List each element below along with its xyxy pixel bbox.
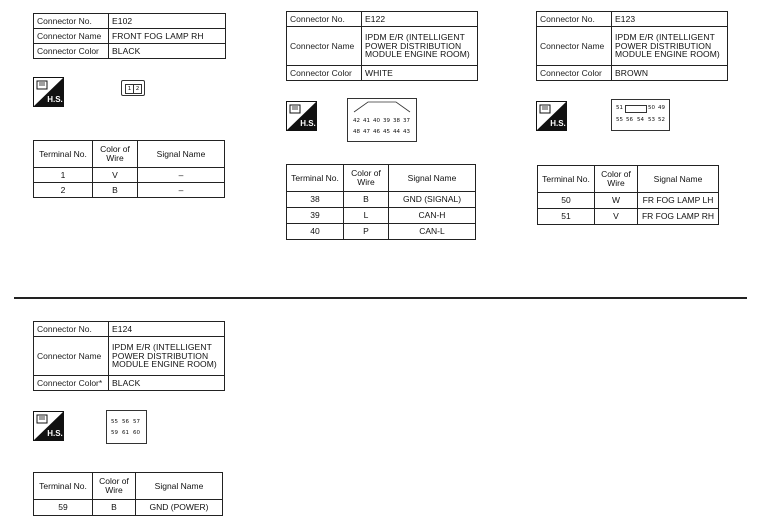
terminal-cell: 38 [287, 192, 344, 208]
wire-color-header: Color of Wire [93, 473, 136, 500]
signal-cell: CAN-H [389, 208, 476, 224]
terminal-cell: 59 [34, 500, 93, 516]
pin-45: 45 [383, 129, 390, 135]
pin-52: 52 [658, 117, 665, 123]
wire-cell: W [595, 193, 638, 209]
signal-name-header: Signal Name [138, 141, 225, 168]
signal-table-header [34, 473, 223, 500]
signal-cell: GND (SIGNAL) [389, 192, 476, 208]
connector-color-value: BROWN [612, 66, 728, 81]
wire-color-header: Color of Wire [93, 141, 138, 168]
hs-badge-label: H.S. [300, 119, 316, 128]
connector-name-value: IPDM E/R (INTELLIGENT POWER DISTRIBUTION MODULE ENGINE ROOM) [612, 27, 728, 66]
pin-42: 42 [353, 118, 360, 124]
pin-56: 56 [122, 419, 129, 425]
pin-2: 2 [133, 84, 142, 94]
pin-46: 46 [373, 129, 380, 135]
connector-no-value: E123 [612, 12, 728, 27]
connector-color-label: Connector Color [34, 44, 109, 59]
connector-no-row [537, 12, 728, 27]
terminal-cell: 39 [287, 208, 344, 224]
signal-name-header: Signal Name [136, 473, 223, 500]
pin-60: 60 [133, 430, 140, 436]
pin-blank [625, 105, 647, 113]
connector-name-label: Connector Name [287, 27, 362, 66]
connector-no-row [287, 12, 478, 27]
signal-table-header [538, 166, 719, 193]
terminal-cell: 40 [287, 224, 344, 240]
wire-cell: L [344, 208, 389, 224]
connector-color-label: Connector Color [287, 66, 362, 81]
pin-57: 57 [133, 419, 140, 425]
connector-no-value: E102 [109, 14, 226, 29]
wire-cell: B [344, 192, 389, 208]
hs-badge-icon [536, 101, 567, 131]
connector-color-value: BLACK [109, 376, 225, 391]
signal-cell: FR FOG LAMP LH [638, 193, 719, 209]
wire-color-header: Color of Wire [344, 165, 389, 192]
pin-37: 37 [403, 118, 410, 124]
connector-name-label: Connector Name [537, 27, 612, 66]
connector-name-row [287, 27, 478, 66]
signal-cell: FR FOG LAMP RH [638, 209, 719, 225]
signal-cell: CAN-L [389, 224, 476, 240]
pin-39: 39 [383, 118, 390, 124]
connector-name-value: IPDM E/R (INTELLIGENT POWER DISTRIBUTION MODULE ENGINE ROOM) [109, 337, 225, 376]
pin-59: 59 [111, 430, 118, 436]
pin-56: 56 [626, 117, 633, 123]
connector-name-row [537, 27, 728, 66]
hs-badge-label: H.S. [550, 119, 566, 128]
connector-e123-face [611, 99, 670, 131]
connector-e124-face [106, 410, 147, 444]
connector-e102-info [33, 13, 226, 59]
connector-name-label: Connector Name [34, 337, 109, 376]
wire-cell: B [93, 500, 136, 516]
table-row [34, 183, 225, 198]
connector-color-value: BLACK [109, 44, 226, 59]
pin-55: 55 [616, 117, 623, 123]
signal-cell: GND (POWER) [136, 500, 223, 516]
connector-e122-face [347, 98, 417, 142]
hs-badge-label: H.S. [47, 429, 63, 438]
terminal-cell: 50 [538, 193, 595, 209]
connector-name-row [34, 337, 225, 376]
connector-e102-face [121, 80, 145, 96]
table-row [287, 192, 476, 208]
table-row [287, 224, 476, 240]
hs-badge-icon [33, 77, 64, 107]
connector-no-value: E124 [109, 322, 225, 337]
table-row [34, 168, 225, 183]
wire-cell: P [344, 224, 389, 240]
hs-badge-label: H.S. [47, 95, 63, 104]
connector-color-row [34, 376, 225, 391]
connector-color-value: WHITE [362, 66, 478, 81]
signal-name-header: Signal Name [389, 165, 476, 192]
pin-44: 44 [393, 129, 400, 135]
pin-53: 53 [648, 117, 655, 123]
signal-table-header [287, 165, 476, 192]
pin-1: 1 [125, 84, 134, 94]
terminal-cell: 51 [538, 209, 595, 225]
pin-51: 51 [616, 105, 623, 111]
signal-table-e123 [537, 165, 719, 225]
connector-no-value: E122 [362, 12, 478, 27]
pin-61: 61 [122, 430, 129, 436]
connector-name-row [34, 29, 226, 44]
connector-no-row [34, 322, 225, 337]
table-row [538, 209, 719, 225]
pin-43: 43 [403, 129, 410, 135]
wire-cell: V [595, 209, 638, 225]
connector-color-label: Connector Color [537, 66, 612, 81]
pin-54: 54 [637, 117, 644, 123]
wire-cell: B [93, 183, 138, 198]
connector-no-row [34, 14, 226, 29]
connector-name-value: IPDM E/R (INTELLIGENT POWER DISTRIBUTION MODULE ENGINE ROOM) [362, 27, 478, 66]
signal-name-header: Signal Name [638, 166, 719, 193]
pin-38: 38 [393, 118, 400, 124]
connector-color-label: Connector Color* [34, 376, 109, 391]
signal-table-header [34, 141, 225, 168]
table-row [34, 500, 223, 516]
table-row [287, 208, 476, 224]
terminal-cell: 2 [34, 183, 93, 198]
signal-table-e124 [33, 472, 223, 516]
signal-table-e102 [33, 140, 225, 198]
section-divider [14, 297, 747, 299]
connector-no-label: Connector No. [537, 12, 612, 27]
connector-no-label: Connector No. [287, 12, 362, 27]
connector-color-row [34, 44, 226, 59]
pin-41: 41 [363, 118, 370, 124]
terminal-no-header: Terminal No. [34, 141, 93, 168]
pin-40: 40 [373, 118, 380, 124]
terminal-cell: 1 [34, 168, 93, 183]
connector-color-row [537, 66, 728, 81]
connector-e123-info [536, 11, 728, 81]
hs-badge-icon [33, 411, 64, 441]
terminal-no-header: Terminal No. [287, 165, 344, 192]
terminal-no-header: Terminal No. [34, 473, 93, 500]
signal-cell: – [138, 183, 225, 198]
connector-color-row [287, 66, 478, 81]
connector-name-value: FRONT FOG LAMP RH [109, 29, 226, 44]
pin-48: 48 [353, 129, 360, 135]
hs-badge-icon [286, 101, 317, 131]
wire-color-header: Color of Wire [595, 166, 638, 193]
wire-cell: V [93, 168, 138, 183]
connector-e124-info [33, 321, 225, 391]
terminal-no-header: Terminal No. [538, 166, 595, 193]
signal-cell: – [138, 168, 225, 183]
pin-49: 49 [658, 105, 665, 111]
pin-55: 55 [111, 419, 118, 425]
connector-no-label: Connector No. [34, 322, 109, 337]
connector-no-label: Connector No. [34, 14, 109, 29]
table-row [538, 193, 719, 209]
signal-table-e122 [286, 164, 476, 240]
connector-name-label: Connector Name [34, 29, 109, 44]
connector-e122-info [286, 11, 478, 81]
pin-47: 47 [363, 129, 370, 135]
pin-50: 50 [648, 105, 655, 111]
